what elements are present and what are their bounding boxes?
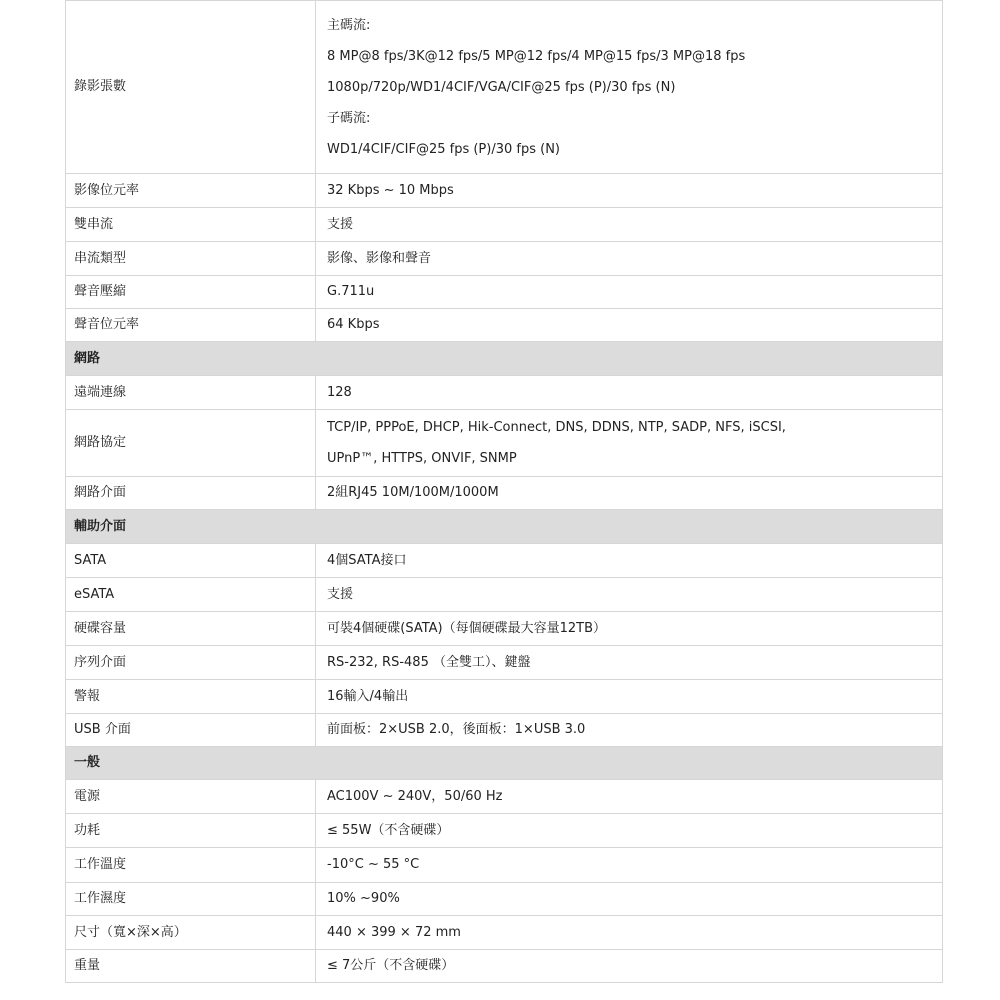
spec-label: 工作濕度 xyxy=(66,883,316,916)
spec-row xyxy=(66,174,943,208)
spec-label: 尺寸（寬×深×高） xyxy=(66,916,316,950)
spec-value-line: 128 xyxy=(327,384,352,400)
spec-label: 影像位元率 xyxy=(66,174,316,208)
spec-label: 聲音位元率 xyxy=(66,309,316,342)
section-title: 一般 xyxy=(66,747,943,780)
spec-value-line: 支援 xyxy=(327,216,354,232)
spec-value xyxy=(316,242,943,276)
spec-value xyxy=(316,208,943,242)
spec-value-line: 64 Kbps xyxy=(327,317,380,332)
spec-value-line: 支援 xyxy=(327,586,354,602)
spec-row xyxy=(66,848,943,883)
spec-row xyxy=(66,646,943,680)
spec-value xyxy=(316,883,943,916)
spec-value-line: 可裝4個硬碟(SATA)（每個硬碟最大容量12TB） xyxy=(327,620,607,636)
spec-row xyxy=(66,883,943,916)
spec-label: 功耗 xyxy=(66,814,316,848)
spec-value-line: G.711u xyxy=(327,284,375,299)
spec-value xyxy=(316,578,943,612)
spec-value xyxy=(316,376,943,410)
spec-value-line: AC100V ~ 240V，50/60 Hz xyxy=(327,788,503,804)
spec-value xyxy=(316,309,943,342)
spec-value-line: WD1/4CIF/CIF@25 fps (P)/30 fps (N) xyxy=(327,141,560,157)
spec-value xyxy=(316,714,943,747)
spec-value-line: -10°C ~ 55 °C xyxy=(327,857,420,872)
spec-value xyxy=(316,612,943,646)
spec-value-line: RS-232, RS-485 （全雙工）、鍵盤 xyxy=(327,654,531,670)
spec-label: eSATA xyxy=(66,578,316,612)
section-header-row xyxy=(66,342,943,376)
spec-row xyxy=(66,276,943,309)
spec-label: 硬碟容量 xyxy=(66,612,316,646)
spec-row xyxy=(66,376,943,410)
spec-value-line: 10% ~90% xyxy=(327,891,400,906)
section-header-row xyxy=(66,510,943,544)
spec-label: 序列介面 xyxy=(66,646,316,680)
spec-value-line: 4個SATA接口 xyxy=(327,552,407,568)
spec-row xyxy=(66,714,943,747)
spec-label: 網路協定 xyxy=(66,410,316,477)
spec-row xyxy=(66,780,943,814)
spec-value-line: TCP/IP, PPPoE, DHCP, Hik-Connect, DNS, DDNS, NTP, SADP, NFS, iSCSI, xyxy=(327,420,786,435)
spec-value xyxy=(316,646,943,680)
spec-label: 串流類型 xyxy=(66,242,316,276)
spec-label: 網路介面 xyxy=(66,477,316,510)
spec-label: 重量 xyxy=(66,950,316,983)
spec-table xyxy=(65,0,943,983)
spec-value-line: 前面板：2×USB 2.0，後面板：1×USB 3.0 xyxy=(327,722,586,737)
spec-row xyxy=(66,612,943,646)
spec-row xyxy=(66,950,943,983)
spec-table-body xyxy=(66,1,943,983)
spec-label: 警報 xyxy=(66,680,316,714)
spec-label: 錄影張數 xyxy=(66,1,316,174)
spec-label: 遠端連線 xyxy=(66,376,316,410)
spec-row xyxy=(66,578,943,612)
spec-row xyxy=(66,814,943,848)
spec-value xyxy=(316,174,943,208)
spec-value-line: 8 MP@8 fps/3K@12 fps/5 MP@12 fps/4 MP@15 fps/3 MP@18 fps xyxy=(327,48,746,64)
section-header-row xyxy=(66,747,943,780)
spec-value-line: 16輸入/4輸出 xyxy=(327,688,409,704)
spec-value-line: UPnP™, HTTPS, ONVIF, SNMP xyxy=(327,451,517,466)
spec-row xyxy=(66,477,943,510)
section-title: 輔助介面 xyxy=(66,510,943,544)
spec-label: 工作溫度 xyxy=(66,848,316,883)
spec-value xyxy=(316,410,943,477)
spec-row xyxy=(66,544,943,578)
spec-value xyxy=(316,680,943,714)
spec-value xyxy=(316,814,943,848)
spec-row xyxy=(66,410,943,477)
spec-value xyxy=(316,780,943,814)
spec-value xyxy=(316,1,943,174)
spec-value xyxy=(316,544,943,578)
spec-value-line: 2組RJ45 10M/100M/1000M xyxy=(327,485,499,500)
spec-label: 雙串流 xyxy=(66,208,316,242)
spec-label: USB 介面 xyxy=(66,714,316,747)
spec-label: 聲音壓縮 xyxy=(66,276,316,309)
spec-value-line: 440 × 399 × 72 mm xyxy=(327,924,461,940)
spec-row xyxy=(66,309,943,342)
spec-label: SATA xyxy=(66,544,316,578)
spec-label: 電源 xyxy=(66,780,316,814)
section-title: 網路 xyxy=(66,342,943,376)
spec-value xyxy=(316,276,943,309)
spec-value xyxy=(316,916,943,950)
spec-value xyxy=(316,848,943,883)
spec-value xyxy=(316,477,943,510)
spec-value-line: ≤ 7公斤（不含硬碟） xyxy=(327,958,455,973)
spec-value-line: ≤ 55W（不含硬碟） xyxy=(327,822,450,838)
spec-value-line: 子碼流: xyxy=(327,110,371,126)
spec-row xyxy=(66,208,943,242)
spec-value-line: 1080p/720p/WD1/4CIF/VGA/CIF@25 fps (P)/30 fps (N) xyxy=(327,79,676,95)
spec-row xyxy=(66,242,943,276)
spec-row xyxy=(66,1,943,174)
spec-value-line: 32 Kbps ~ 10 Mbps xyxy=(327,182,454,198)
spec-row xyxy=(66,680,943,714)
spec-value xyxy=(316,950,943,983)
spec-value-line: 影像、影像和聲音 xyxy=(327,250,432,266)
spec-value-line: 主碼流: xyxy=(327,17,371,33)
spec-row xyxy=(66,916,943,950)
